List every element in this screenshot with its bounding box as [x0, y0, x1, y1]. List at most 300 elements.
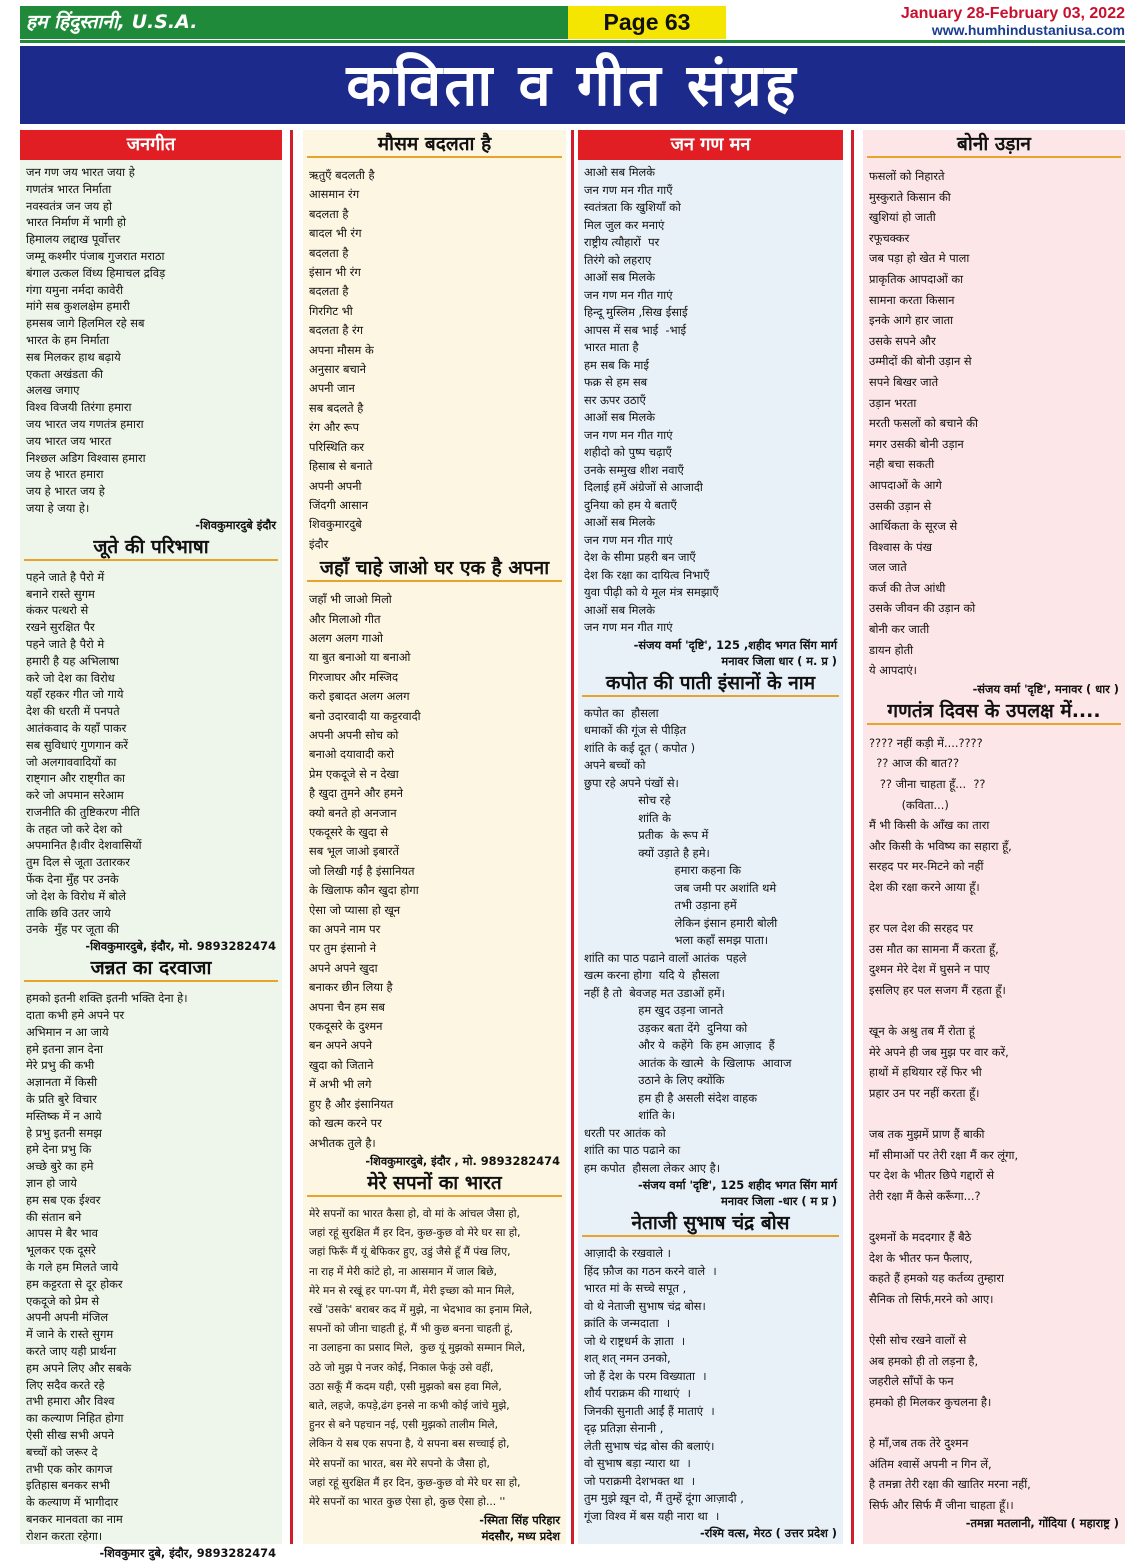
- poem-line: प्रहार उन पर नहीं करता हूँ।: [869, 1085, 980, 1100]
- poem-line: मेरे प्रभु की कभी: [26, 1058, 95, 1073]
- poem-line: भला कहाँ समझ पाता।: [584, 933, 769, 947]
- poem-line: क्यों उड़ाते है हमे।: [584, 845, 710, 860]
- poem-body: [578, 1241, 843, 1525]
- poem-line: हाथों में हथियार रहें फिर भी: [869, 1065, 982, 1080]
- poem-line: मेरे मन से रखूं हर पग-पग मैं, मेरी इच्छा को मान मिले,: [309, 1284, 515, 1297]
- poem-line: धमाकों की गूंज से पीड़ित: [584, 723, 687, 737]
- poem-line: रफूचक्कर: [869, 230, 910, 245]
- poem-line: कंकर पत्थरो से: [26, 603, 89, 618]
- poem-line: आपस में सब भाई -भाई: [584, 322, 687, 337]
- poem-line: हमारी है यह अभिलाषा: [26, 653, 119, 668]
- poem-line: प्रतीक के रूप में: [584, 828, 709, 842]
- poem-line: आओं सब मिलके: [584, 515, 655, 529]
- poem-line: अब हमको ही तो लड़ना है,: [869, 1353, 979, 1368]
- poem-line: हमे देना प्रभु कि: [26, 1142, 92, 1157]
- poem-line: जन गण मन गीत गाएँ: [584, 182, 673, 197]
- poem-line: हिन्दू मुस्लिम ,सिख ईसाई: [584, 305, 688, 319]
- poem-line: भूलकर एक दूसरे: [26, 1243, 96, 1258]
- poem-line: अपने बच्चों को: [584, 758, 646, 772]
- poem-line: हे माँ,जब तक तेरे दुश्मन: [869, 1436, 969, 1451]
- poem-line: ना उलाहना का प्रसाद मिले, कुछ यूं मुझको सम्मान मिले,: [309, 1342, 526, 1355]
- poem-line: या बुत बनाओ या बनाओ: [309, 650, 411, 665]
- poem-line: अलख जगाए: [26, 383, 80, 398]
- poem-byline: मंदसौर, मध्य प्रदेश: [481, 1529, 560, 1544]
- poem-line: उड़कर बता देंगे दुनिया को: [584, 1020, 748, 1035]
- poem-line: जहरीले साँपों के फन: [869, 1374, 954, 1389]
- poem-line: को खत्म करने पर: [309, 1116, 382, 1131]
- column-4: [863, 130, 1125, 1544]
- poem-line: कहते हैं हमको यह कर्तव्य तुम्हारा: [869, 1271, 1004, 1286]
- poem-line: शांति का पाठ पढाने का: [584, 1143, 681, 1157]
- poem-line: राष्ट्रीय त्यौहारों पर: [584, 235, 660, 249]
- poem-line: कर्ज की तेज आंधी: [869, 580, 946, 595]
- poem-line: और किसी के भविष्य का सहारा हूँ,: [869, 838, 1012, 853]
- poem-line: हम अपने लिए और सबके: [26, 1360, 132, 1375]
- poem-line: शांति के।: [584, 1108, 676, 1122]
- poem-line: हम ही है असली संदेश वाहक: [584, 1090, 757, 1105]
- poem-line: के प्रति बुरे विचार: [26, 1092, 97, 1107]
- poem-line: में जाने के रास्ते सुगम: [26, 1327, 114, 1342]
- poem-line: परिस्थिति कर: [309, 439, 364, 454]
- poem-line: मिल जुल कर मनाएं: [584, 217, 665, 232]
- poem-byline: -शिवकुमारदुबे, इंदौर, मो. 9893282474: [85, 939, 276, 954]
- poem-line: बनाओ दयावादी करो: [309, 747, 394, 762]
- poem-line: अपनी अपनी सोच को: [309, 727, 399, 742]
- poem-line: आओं सब मिलके: [584, 602, 655, 617]
- poem-line: हम कट्टरता से दूर होकर: [26, 1276, 123, 1291]
- poem-line: लेती सुभाष चंद्र बोस की बलाएं।: [584, 1438, 715, 1453]
- poem-byline: -रश्मि वत्स, मेरठ ( उत्तर प्रदेश ): [700, 1526, 837, 1540]
- poem-line: प्राकृतिक आपदाओं का: [869, 271, 964, 286]
- poem-line: ना राह में मेरी कांटे हो, ना आसमान में जाल बिछे,: [309, 1265, 497, 1278]
- poem-line: पहने जाते है पैरो में: [26, 569, 105, 584]
- poem-line: आर्थिकता के सूरज से: [869, 519, 958, 534]
- poem-line: उसके जीवन की उड़ान को: [869, 601, 976, 616]
- poem-line: देश के सीमा प्रहरी बन जाएँ: [584, 550, 696, 564]
- poem-line: जन गण मन गीत गाएं: [584, 287, 673, 302]
- poem-line: रखने सुरक्षित पैर: [26, 620, 95, 635]
- poem-line: उनके मुँह पर जूता की: [26, 922, 119, 937]
- poem-line: हमारा कहना कि: [584, 863, 741, 877]
- poem-line: सब बदलते है: [309, 400, 364, 415]
- poem-line: तभी एक कोर कागज: [26, 1461, 113, 1476]
- poem-byline: मनावर जिला -धार ( म प्र ): [721, 1194, 837, 1208]
- poem-line: हम सब कि माई: [584, 357, 649, 372]
- poem-line: इसलिए हर पल सजग मैं रहता हूँ।: [869, 982, 1006, 997]
- poem-line: आज़ादी के रखवाले ।: [584, 1246, 671, 1260]
- poem-line: खून के अश्रु तब मैं रोता हूं: [869, 1024, 975, 1039]
- poem-line: दुनिया को हम ये बताएँ: [584, 497, 677, 512]
- poem-line: ऐसी सोच रखने वालों से: [869, 1333, 967, 1348]
- poem-line: बन अपने अपने: [309, 1038, 373, 1053]
- poem-line: फेंक देना मुँह पर उनके: [26, 872, 119, 887]
- poem-line: जो देश के विरोध में बोले: [26, 888, 126, 903]
- poem-line: का कल्याण निहित होगा: [26, 1411, 124, 1426]
- poem-byline: -तमन्ना मतलानी, गोंदिया ( महाराष्ट्र ): [965, 1516, 1119, 1531]
- column-2: [303, 130, 566, 1544]
- poem-line: जय हे भारत हमारा: [26, 467, 104, 482]
- poem-body: [303, 586, 566, 1153]
- poem-line: तिरंगे को लहराए: [584, 252, 652, 267]
- poem-line: अपने अपने खुदा: [309, 960, 378, 975]
- poem-line: मांगे सब कुशलक्षेम हमारी: [26, 299, 130, 314]
- poem-byline: मनावर जिला धार ( म. प्र ): [721, 653, 837, 668]
- poem-line: गणतंत्र भारत निर्माता: [26, 181, 112, 196]
- poem-line: सब सुविधाएं गुणगान करें: [26, 737, 129, 752]
- poem-line: पर देश के भीतर छिपे गद्दारों से: [869, 1168, 995, 1183]
- poem-line: विश्व विजयी तिरंगा हमारा: [26, 400, 132, 415]
- poem-line: [869, 1104, 1119, 1125]
- poem-title: जहाँ चाहे जाओ घर एक है अपना: [307, 556, 562, 582]
- column-1: [20, 130, 282, 1560]
- poem-line: और मिलाओ गीत: [309, 611, 381, 626]
- poem-line: कपोत का हौसला: [584, 705, 659, 720]
- poem-line: सर ऊपर उठाएँ: [584, 392, 646, 407]
- column-rule: [571, 130, 574, 1544]
- poem-line: करो इबादत अलग अलग: [309, 689, 410, 704]
- poem-line: मरती फसलों को बचाने की: [869, 416, 978, 431]
- poem-line: उनके सम्मुख शीश नवाएँ: [584, 462, 684, 477]
- poem-line: करते जाए यही प्रार्थना: [26, 1344, 117, 1358]
- poem-byline: -स्मिता सिंह परिहार: [479, 1513, 560, 1528]
- poem-line: आसमान रंग: [309, 187, 360, 202]
- poem-line: फक्र से हम सब: [584, 375, 648, 389]
- poem-line: दृढ़ प्रतिज्ञा सेनानी ,: [584, 1421, 664, 1435]
- website-link[interactable]: www.humhindustaniusa.com: [931, 22, 1125, 38]
- poem-line: सपनों को जीना चाहती हूं, मैं भी कुछ बनना चाहती हूं,: [309, 1323, 513, 1336]
- poem-body: [303, 1201, 566, 1512]
- poem-line: जिनकी सुनाती आईं हैं माताएं ।: [584, 1403, 715, 1418]
- poem-line: सब भूल जाओ इबारतें: [309, 844, 400, 859]
- poem-line: जहाँ भी जाओ मिलो: [309, 592, 392, 607]
- poem-title: नेताजी सुभाष चंद्र बोस: [582, 1211, 839, 1237]
- poem-line: शांति के: [584, 810, 671, 825]
- poem-line: है तमन्ना तेरी रक्षा की खातिर मरना नहीं,: [869, 1477, 1031, 1492]
- poem-line: तभी उड़ाना हमें: [584, 898, 737, 912]
- poem-title: बोनी उड़ान: [867, 132, 1121, 158]
- poem-byline: -शिवकुमारदुबे, इंदौर , मो. 9893282474: [365, 1153, 560, 1168]
- poem-line: ज्ञान हो जाये: [26, 1176, 77, 1191]
- poem-line: हम खुद उड़ना जानते: [584, 1003, 724, 1017]
- poem-line: खुशियां हो जाती: [869, 210, 936, 225]
- poem-line: डायन होती: [869, 642, 914, 657]
- top-bar: [20, 6, 1125, 40]
- poem-line: आतंकवाद के यहाँ पाकर: [26, 720, 127, 735]
- poem-title: जन्नत का दरवाजा: [24, 956, 278, 982]
- poem-line: इनके आगे हार जाता: [869, 313, 954, 328]
- poem-line: जब जमी पर अशांति थमे: [584, 880, 777, 895]
- poem-line: शांति का पाठ पढाने वालों आतंक पहले: [584, 950, 747, 965]
- poem-line: की संतान बने: [26, 1209, 82, 1224]
- poem-line: अभिमान न आ जाये: [26, 1024, 109, 1039]
- poem-line: मेरे अपने ही जब मुझ पर वार करें,: [869, 1044, 1009, 1059]
- poem-line: मेरे सपनों का भारत, बस मेरे सपनो के जैसा हो,: [309, 1457, 490, 1470]
- poem-line: आतंक के खात्मे के खिलाफ आवाज: [584, 1055, 792, 1070]
- poem-line: वो थे नेताजी सुभाष चंद्र बोस।: [584, 1298, 706, 1313]
- poem-line: हुए है और इंसानियत: [309, 1096, 394, 1111]
- poem-line: मैं भी किसी के आँख का तारा: [869, 818, 990, 833]
- poem-line: एकदूसरे के दुश्मन: [309, 1019, 383, 1034]
- poem-line: उसकी उड़ान से: [869, 498, 932, 513]
- poem-line: के गले हम मिलते जाये: [26, 1260, 119, 1275]
- poem-line: हे प्रभु इतनी समझ: [26, 1125, 102, 1140]
- poem-line: हम कपोत हौसला लेकर आए है।: [584, 1160, 721, 1175]
- poem-line: हिसाब से बनाते: [309, 459, 373, 474]
- poem-line: उस मौत का सामना मैं करता हूँ,: [869, 941, 999, 956]
- poem-line: बनो उदारवादी या कट्टरवादी: [309, 708, 421, 723]
- poem-line: हिंद फ़ौज का गठन करने वाले ।: [584, 1263, 717, 1278]
- poem-line: जो लिखी गई है इंसानियत: [309, 863, 415, 878]
- poem-line: बदलता है: [309, 245, 349, 260]
- poem-line: अपनी अपनी मंजिल: [26, 1310, 109, 1325]
- poem-line: आओ सब मिलके: [584, 165, 655, 179]
- poem-line: और ये कहेंगे कि हम आज़ाद हैं: [584, 1038, 775, 1052]
- poem-line: जिंदगी आसान: [309, 497, 369, 512]
- poem-line: बंगाल उत्कल विंध्य हिमाचल द्रविड़: [26, 265, 166, 280]
- poem-line: ???? नहीं कड़ी में....????: [869, 735, 983, 750]
- dateline: [901, 6, 1125, 39]
- poem-line: क्रांति के जन्मदाता ।: [584, 1316, 671, 1330]
- poem-line: के कल्याण में भागीदार: [26, 1495, 119, 1510]
- poem-line: (कविता...): [869, 797, 949, 812]
- poem-line: इंदौर: [309, 536, 329, 551]
- poem-line: हमसब जागे हिलमिल रहे सब: [26, 316, 145, 331]
- poem-line: सैनिक तो सिर्फ,मरने को आए।: [869, 1291, 994, 1306]
- poem-line: तभी हमारा और विश्व: [26, 1394, 115, 1409]
- poem-byline: -संजय वर्मा 'दृष्टि', 125 शहीद भगत सिंग मार्ग: [637, 1178, 837, 1192]
- poem-line: खत्म करना होगा यदि ये हौसला: [584, 968, 720, 982]
- page-number: Page 63: [568, 6, 726, 39]
- poem-title: जनगीत: [20, 130, 282, 160]
- poem-line: अच्छे बुरे का हमे: [26, 1159, 94, 1174]
- poem-byline: -संजय वर्मा 'दृष्टि', 125 ,शहीद भगत सिंग मार्ग: [633, 637, 837, 652]
- poem-line: हमे इतना ज्ञान देना: [26, 1041, 103, 1056]
- poem-line: रखें 'उसके' बराबर कद में मुझे, ना भेदभाव का इनाम मिले,: [309, 1303, 533, 1316]
- poem-line: करे जो देश का विरोध: [26, 670, 115, 685]
- poem-line: जो अलगाववादियों का: [26, 754, 117, 769]
- poem-line: जहां फिरूँ मैं यूं बेफिकर हुए, उडुं जैसे हूँ मैं पंख लिए,: [309, 1246, 511, 1259]
- poem-line: [869, 898, 1119, 919]
- poem-line: का अपने नाम पर: [309, 922, 381, 937]
- poem-line: इंसान भी रंग: [309, 265, 361, 280]
- poem-line: क्यो बनते हो अनजान: [309, 805, 397, 820]
- poem-line: ?? जीना चाहता हूँ... ??: [869, 777, 986, 792]
- poem-line: है खुदा तुमने और हमने: [309, 786, 403, 801]
- poem-line: गंगा यमुना नर्मदा कावेरी: [26, 282, 124, 297]
- poem-line: के तहत जो करे देश को: [26, 821, 123, 836]
- poem-line: सोच रहे: [584, 793, 671, 807]
- poem-line: हमको इतनी शक्ति इतनी भक्ति देना हे।: [26, 991, 188, 1006]
- poem-line: एकदूजे को प्रेम से: [26, 1293, 100, 1308]
- poem-line: उठा सकूँ मैं कदम यही, एसी मुझको बस हवा मिले,: [309, 1380, 502, 1393]
- poem-line: आपदाओं के आगे: [869, 477, 942, 492]
- poem-line: नवस्वतंत्र जन जय हो: [26, 198, 112, 213]
- poem-line: आपस मे बैर भाव: [26, 1226, 98, 1241]
- poem-line: हिमालय लद्दाख पूर्वोत्तर: [26, 232, 121, 247]
- poem-line: अपनी अपनी: [309, 478, 362, 493]
- poem-line: इतिहास बनकर सभी: [26, 1478, 110, 1493]
- poem-line: [869, 1001, 1119, 1022]
- poem-line: बदलता है रंग: [309, 323, 364, 338]
- poem-line: जन गण मन गीत गाएं: [584, 620, 673, 634]
- poem-line: [869, 1309, 1119, 1330]
- poem-line: ऐसा जो प्यासा हो खून: [309, 902, 401, 917]
- poem-line: अंतिम श्वासें अपनी न गिन लें,: [869, 1456, 992, 1471]
- poem-line: जन गण जय भारत जया हे: [26, 165, 135, 179]
- poem-line: दिलाई हमें अंग्रेजों से आजादी: [584, 480, 703, 494]
- poem-line: ऋतुएँ बदलती है: [309, 168, 375, 182]
- issue-date: January 28-February 03, 2022: [900, 5, 1125, 22]
- poem-line: अज्ञानता में किसी: [26, 1075, 98, 1090]
- poem-line: स्वतंत्रता कि खुशियाँ को: [584, 200, 681, 214]
- poem-byline: -शिवकुमार दुबे, इंदौर, 9893282474: [99, 1545, 276, 1560]
- poem-line: बोनी कर जाती: [869, 622, 930, 637]
- poem-line: तुम मुझे ख़ून दो, मैं तुम्हें दूंगा आज़ादी ,: [584, 1491, 744, 1505]
- poem-line: जन गण मन गीत गाएं: [584, 532, 673, 547]
- poem-line: हर पल देश की सरहद पर: [869, 921, 974, 936]
- poem-line: पहने जाते है पैरो मे: [26, 636, 105, 651]
- poem-line: [869, 1412, 1119, 1433]
- poem-line: जहां रहूं सुरक्षित मैं हर दिन, कुछ-कुछ वो मेरे घर सा हो,: [309, 1227, 521, 1240]
- poem-line: सब मिलकर हाथ बढ़ाये: [26, 349, 121, 364]
- poem-line: मेरे सपनों का भारत कुछ ऐसा हो, कुछ ऐसा हो... '': [309, 1495, 506, 1508]
- poem-line: बनाने रास्ते सुगम: [26, 586, 95, 601]
- poem-line: नही बचा सकती: [869, 457, 935, 472]
- poem-line: अपमानित है।वीर देशवासियों: [26, 838, 142, 853]
- poem-line: अलग अलग गाओ: [309, 630, 383, 645]
- poem-line: मुस्कुराते किसान की: [869, 189, 951, 204]
- poem-line: गिरगिट भी: [309, 303, 353, 318]
- poem-line: वो सुभाष बड़ा न्यारा था ।: [584, 1456, 691, 1470]
- poem-line: उड़ान भरता: [869, 395, 917, 410]
- poem-line: ताकि छवि उतर जाये: [26, 905, 111, 920]
- poem-line: माँ सीमाओं पर तेरी रक्षा मैं कर लूंगा,: [869, 1147, 1019, 1162]
- poem-body: [20, 160, 282, 517]
- poem-line: दुश्मनों के मददगार हैं बैठे: [869, 1230, 972, 1245]
- poem-line: जो हैं देश के परम विख्याता ।: [584, 1368, 707, 1383]
- poem-body: [303, 162, 566, 554]
- poem-line: उठाने के लिए क्योंकि: [584, 1073, 725, 1087]
- poem-line: जय भारत जय गणतंत्र हमारा: [26, 416, 144, 431]
- poem-line: के खिलाफ कौन खुदा होगा: [309, 883, 419, 898]
- poem-line: शिवकुमारदुबे: [309, 517, 362, 532]
- column-rule: [290, 130, 293, 1544]
- poem-line: शत् शत् नमन उनको,: [584, 1351, 671, 1365]
- poem-line: युवा पीढ़ी को ये मूल मंत्र समझाएँ: [584, 585, 719, 599]
- poem-line: अपनी जान: [309, 381, 355, 396]
- poem-line: तुम दिल से जूता उतारकर: [26, 855, 130, 870]
- poem-line: अपना चैन हम सब: [309, 999, 385, 1014]
- poem-line: सपने बिखर जाते: [869, 374, 939, 389]
- poem-line: ये आपदाएं।: [869, 663, 917, 678]
- poem-title: जन गण मन: [578, 130, 843, 160]
- page-banner: कविता व गीत संग्रह: [20, 46, 1125, 124]
- poem-line: बाते, लहजे, कपड़े,ढंग इनसे ना कभी कोई जांचे मुझे,: [309, 1399, 510, 1412]
- poem-body: [578, 160, 843, 637]
- poem-line: जो पराक्रमी देशभक्त था ।: [584, 1473, 696, 1488]
- poem-line: ऐसी सीख सभी अपने: [26, 1427, 114, 1442]
- poem-line: जल जाते: [869, 560, 907, 575]
- poem-body: [20, 565, 282, 939]
- poem-line: मस्तिष्क में न आये: [26, 1108, 102, 1123]
- poem-line: फसलों को निहारते: [869, 169, 945, 183]
- poem-line: शौर्य पराक्रम की गाथाएं ।: [584, 1386, 691, 1400]
- poem-line: बच्चों को जरूर दे: [26, 1444, 98, 1459]
- poem-line: उम्मीदों की बोनी उड़ान से: [869, 354, 972, 369]
- poem-byline: -शिवकुमारदुबे इंदौर: [195, 517, 276, 532]
- poem-line: एकदूसरे के खुदा से: [309, 825, 389, 839]
- poem-line: अभीतक तुले है।: [309, 1135, 376, 1150]
- poem-line: बादल भी रंग: [309, 226, 362, 241]
- poem-line: विश्वास के पंख: [869, 539, 932, 554]
- poem-line: राजनीति की तुष्टिकरण नीति: [26, 804, 140, 819]
- poem-line: देश के भीतर फन फैलाए,: [869, 1250, 973, 1265]
- poem-line: देश की धरती में पनपते: [26, 704, 120, 719]
- poem-line: मगर उसकी बोनी उड़ान: [869, 436, 964, 451]
- poem-line: भारत मां के सच्चे सपूत ,: [584, 1281, 687, 1295]
- poem-body: [20, 986, 282, 1544]
- poem-line: में अभी भी लगे: [309, 1077, 372, 1092]
- poem-line: जब पड़ा हो खेत मे पाला: [869, 251, 970, 266]
- poem-line: जब तक मुझमें प्राण हैं बाकी: [869, 1127, 985, 1142]
- poem-line: भारत माता है: [584, 340, 639, 354]
- poem-line: बनाकर छीन लिया है: [309, 980, 393, 995]
- poem-title: कपोत की पाती इंसानों के नाम: [582, 671, 839, 697]
- poem-line: सामना करता किसान: [869, 292, 955, 307]
- poem-line: धरती पर आतंक को: [584, 1125, 666, 1140]
- poem-line: लिए सदैव करते रहे: [26, 1377, 105, 1392]
- poem-line: जहां रहूं सुरक्षित मैं हर दिन, कुछ-कुछ वो मेरे घर सा हो,: [309, 1476, 521, 1489]
- poem-line: गिरजाघर और मस्जिद: [309, 669, 399, 684]
- poem-line: पर तुम इंसानो ने: [309, 941, 377, 956]
- poem-line: शहीदो को पुष्प चढ़ाएँ: [584, 445, 672, 459]
- poem-line: अपना मौसम के: [309, 342, 374, 357]
- poem-title: गणतंत्र दिवस के उपलक्ष में....: [867, 699, 1121, 725]
- poem-line: निश्छल अडिग विश्वास हमारा: [26, 450, 146, 465]
- poem-title: जूते की परिभाषा: [24, 535, 278, 561]
- poem-line: तेरी रक्षा मैं कैसे करूँगा...?: [869, 1188, 981, 1203]
- poem-line: बदलता है: [309, 284, 349, 299]
- poem-line: छुपा रहे अपने पंखों से।: [584, 775, 679, 790]
- poem-line: रोशन करता रहेगा।: [26, 1528, 103, 1543]
- poem-line: यहाँ रहकर गीत जो गाये: [26, 687, 124, 702]
- poem-line: ?? आज की बात??: [869, 756, 960, 771]
- poem-line: जय हे भारत जय हे: [26, 484, 105, 499]
- poem-line: जम्मू कश्मीर पंजाब गुजरात मराठा: [26, 248, 165, 263]
- column-rule: [851, 130, 854, 1544]
- poem-line: उठे जो मुझ पे नजर कोई, निकाल फेकूं उसे वहीं,: [309, 1361, 494, 1374]
- poem-body: [863, 162, 1125, 681]
- poem-line: लेकिन इंसान हमारी बोली: [584, 915, 778, 930]
- poem-line: हुनर से बने पहचान नई, एसी मुझको तालीम मिले,: [309, 1419, 498, 1432]
- poem-line: मेरे सपनों का भारत कैसा हो, वो मां के आंचल जैसा हो,: [309, 1207, 520, 1220]
- poem-line: दाता कभी हमे अपने पर: [26, 1008, 125, 1023]
- poem-body: [578, 701, 843, 1178]
- poem-body: [863, 729, 1125, 1516]
- poem-line: रंग और रूप: [309, 420, 359, 435]
- poem-line: खुदा को जिताने: [309, 1057, 374, 1072]
- poem-line: सरहद पर मर-मिटने को नहीं: [869, 859, 984, 874]
- poem-line: एकता अखंडता की: [26, 366, 103, 381]
- poem-line: लेकिन ये सब एक सपना है, ये सपना बस सच्चाई हो,: [309, 1438, 510, 1451]
- poem-line: शांति के कई दूत ( कपोत ): [584, 740, 696, 755]
- poem-line: भारत के हम निर्माता: [26, 332, 110, 347]
- poem-line: उसके सपने और: [869, 333, 936, 348]
- poem-line: दुश्मन मेरे देश में घुसने न पाए: [869, 962, 990, 977]
- poem-line: जन गण मन गीत गाएं: [584, 427, 673, 442]
- poem-line: अनुसार बचाने: [309, 362, 366, 377]
- poem-line: आओं सब मिलके: [584, 270, 655, 284]
